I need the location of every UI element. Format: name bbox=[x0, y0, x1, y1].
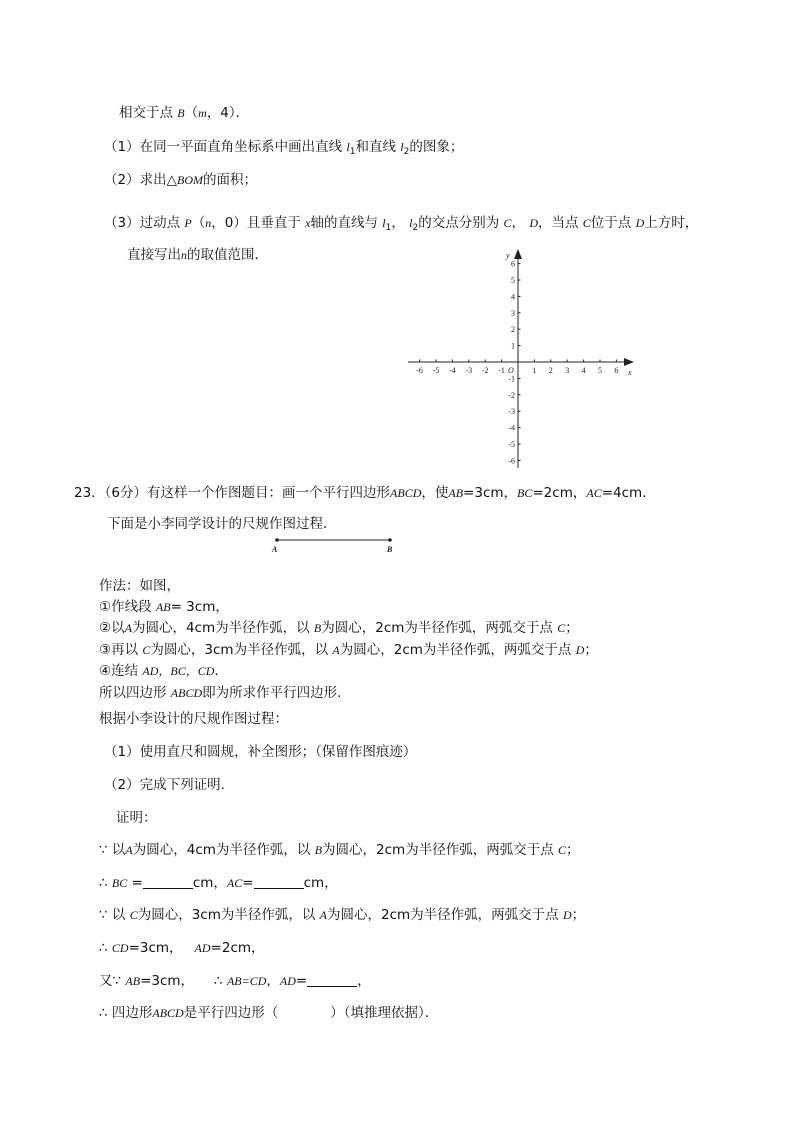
origin-label: O bbox=[508, 366, 514, 375]
answer-blank-ac[interactable] bbox=[254, 876, 304, 889]
x-tick-label: 3 bbox=[565, 366, 570, 375]
point-b bbox=[388, 538, 392, 542]
q22-part2: （2）求出△BOM的面积； bbox=[104, 172, 257, 188]
answer-blank-ad[interactable] bbox=[307, 974, 357, 987]
step-1: ①作线段 AB= 3cm， bbox=[99, 599, 229, 615]
method-title: 作法：如图， bbox=[99, 578, 180, 594]
y-tick-label: 6 bbox=[511, 259, 515, 269]
step-conclusion: 所以四边形 ABCD即为所求作平行四边形. bbox=[99, 685, 342, 701]
point-a bbox=[275, 538, 279, 542]
q22-part3-cont: 直接写出n的取值范围． bbox=[127, 247, 268, 263]
x-tick-label: 2 bbox=[548, 366, 553, 375]
x-tick-label: -4 bbox=[449, 366, 456, 375]
y-tick-label: 4 bbox=[511, 292, 515, 302]
y-axis-arrow bbox=[514, 249, 522, 259]
y-tick-label: 3 bbox=[511, 308, 515, 318]
y-tick-label: -1 bbox=[508, 374, 515, 384]
x-tick-label: 4 bbox=[581, 366, 586, 375]
y-tick-label: 5 bbox=[511, 276, 515, 285]
proof-line-5: 又∵ AB=3cm， ∴ AB=CD，AD= ， bbox=[99, 973, 371, 989]
y-tick-label: -6 bbox=[508, 456, 515, 466]
step-3: ③再以 C为圆心，3cm为半径作弧，以 A为圆心，2cm为半径作弧，两弧交于点 D； bbox=[99, 642, 598, 658]
basis-line: 根据小李设计的尺规作图过程： bbox=[99, 711, 288, 727]
coordinate-plane bbox=[402, 248, 642, 473]
x-tick-label: -2 bbox=[481, 366, 489, 375]
segment-ab bbox=[268, 534, 408, 556]
q23-part2: （2）完成下列证明． bbox=[104, 777, 235, 793]
q23-intro: 下面是小李同学设计的尺规作图过程． bbox=[107, 516, 337, 532]
proof-line-6: ∴ 四边形ABCD是平行四边形（ ）（填推理依据）． bbox=[99, 1005, 439, 1021]
q22-part1: （1）在同一平面直角坐标系中画出直线 $l_1$和直线 $l_2$的图象； bbox=[104, 139, 464, 157]
y-tick-label: 2 bbox=[511, 325, 515, 335]
q22-intro-line: 相交于点 B（m，4）． bbox=[119, 105, 250, 121]
proof-line-1: ∵ 以A为圆心，4cm为半径作弧，以 B为圆心，2cm为半径作弧，两弧交于点 C； bbox=[99, 842, 580, 858]
x-axis-label: x bbox=[628, 368, 632, 377]
proof-line-4: ∴ CD=3cm， AD=2cm， bbox=[99, 940, 265, 956]
y-tick-label: -4 bbox=[508, 423, 515, 433]
x-tick-label: -1 bbox=[498, 366, 505, 375]
step-4: ④连结 AD，BC，CD. bbox=[99, 663, 219, 679]
label-a: A bbox=[272, 545, 278, 554]
label-b: B bbox=[387, 545, 393, 554]
q22-part3: （3）过动点 P（n，0）且垂直于 x轴的直线与 $l_1$， $l_2$的交点分别为 C， D，当点 C位于点 D上方时， bbox=[104, 215, 699, 233]
q23-part1: （1）使用直尺和圆规，补全图形；（保留作图痕迹） bbox=[104, 744, 417, 760]
proof-line-3: ∵ 以 C为圆心，3cm为半径作弧，以 A为圆心，2cm为半径作弧，两弧交于点 D； bbox=[99, 907, 586, 923]
x-axis-arrow bbox=[624, 358, 634, 366]
x-tick-label: 6 bbox=[614, 366, 619, 375]
step-2: ②以A为圆心，4cm为半径作弧，以 B为圆心，2cm为半径作弧，两弧交于点 C； bbox=[99, 620, 579, 636]
y-axis-label: y bbox=[506, 251, 510, 260]
y-tick-label: -2 bbox=[508, 390, 515, 400]
proof-line-2: ∴ BC = cm，AC= cm， bbox=[99, 875, 338, 891]
q23-title: 23．（6分）有这样一个作图题目：画一个平行四边形ABCD，使AB=3cm，BC=2cm，AC=4cm． bbox=[74, 485, 656, 501]
y-tick-label: -5 bbox=[508, 440, 515, 449]
x-tick-label: 5 bbox=[598, 366, 602, 375]
x-tick-label: -3 bbox=[465, 366, 473, 375]
proof-label: 证明： bbox=[116, 810, 157, 826]
x-tick-label: 1 bbox=[532, 366, 537, 375]
x-tick-label: -5 bbox=[432, 366, 440, 375]
answer-blank-bc[interactable] bbox=[143, 876, 193, 889]
y-tick-label: 1 bbox=[511, 341, 515, 351]
x-tick-label: -6 bbox=[416, 366, 423, 375]
y-tick-label: -3 bbox=[508, 407, 515, 417]
